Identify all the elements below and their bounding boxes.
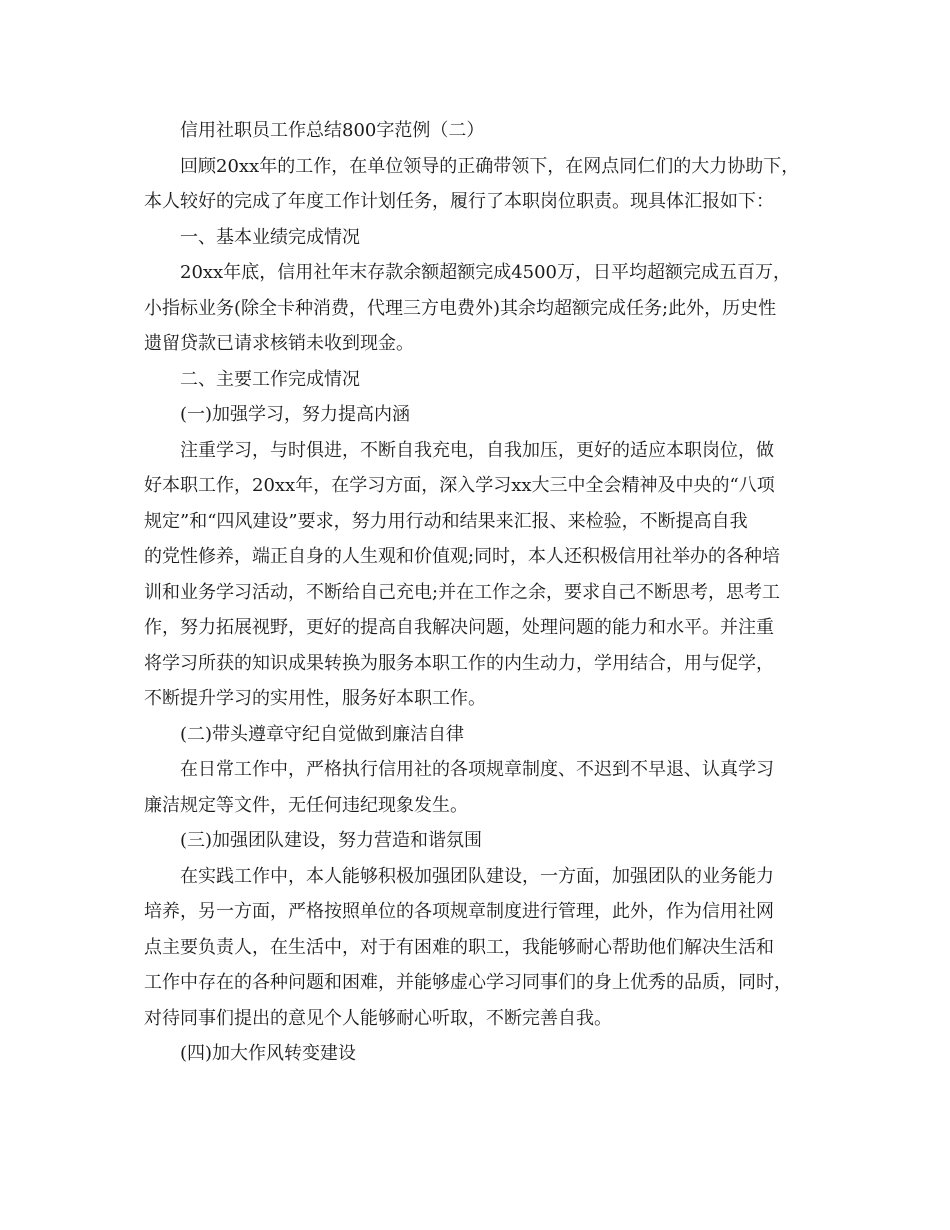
document-body [144, 113, 824, 1072]
text-line: 注重学习，与时俱进，不断自我充电，自我加压，更好的适应本职岗位，做 [180, 439, 774, 461]
text-line: 点主要负责人，在生活中，对于有困难的职工，我能够耐心帮助他们解决生活和 [144, 936, 774, 958]
text-line: 遗留贷款已请求核销未收到现金。 [144, 333, 414, 354]
text-line: 对待同事们提出的意见个人能够耐心听取，不断完善自我。 [144, 1007, 612, 1029]
text-line: 训和业务学习活动，不断给自己充电;并在工作之余，要求自己不断思考，思考工 [144, 581, 781, 603]
text-line: (一)加强学习，努力提高内涵 [180, 404, 411, 425]
text-line: 本人较好的完成了年度工作计划任务，履行了本职岗位职责。现具体汇报如下： [144, 191, 774, 212]
document-title: 信用社职员工作总结800字范例（二） [180, 120, 485, 141]
text-line: 在日常工作中，严格执行信用社的各项规章制度、不迟到不早退、认真学习 [180, 759, 774, 780]
text-line: (四)加大作风转变建设 [180, 1043, 357, 1064]
text-line: (三)加强团队建设，努力营造和谐氛围 [180, 830, 483, 851]
text-line: 在实践工作中，本人能够积极加强团队建设，一方面，加强团队的业务能力 [180, 865, 774, 887]
text-line: 培养，另一方面，严格按照单位的各项规章制度进行管理，此外，作为信用社网 [144, 901, 774, 922]
text-line: 回顾20xx年的工作，在单位领导的正确带领下，在网点同仁们的大力协助下， [180, 155, 800, 177]
text-line: (二)带头遵章守纪自觉做到廉洁自律 [180, 723, 465, 745]
text-line: 将学习所获的知识成果转换为服务本职工作的内生动力，学用结合，用与促学， [144, 652, 774, 674]
text-line: 工作中存在的各种问题和困难，并能够虚心学习同事们的身上优秀的品质，同时， [144, 972, 792, 993]
text-line: 作，努力拓展视野，更好的提高自我解决问题，处理问题的能力和水平。并注重 [144, 617, 774, 638]
text-line: 规定”和“四风建设”要求，努力用行动和结果来汇报、来检验，不断提高自我 [144, 510, 748, 532]
text-line: 小指标业务(除全卡种消费，代理三方电费外)其余均超额完成任务;此外，历史性 [144, 297, 777, 319]
text-line: 20xx年底，信用社年末存款余额超额完成4500万，日平均超额完成五百万， [180, 262, 792, 283]
text-line: 的党性修养，端正自身的人生观和价值观;同时，本人还积极信用社举办的各种培 [144, 546, 781, 567]
text-line: 不断提升学习的实用性，服务好本职工作。 [144, 688, 486, 709]
text-line: 一、基本业绩完成情况 [180, 226, 360, 248]
text-line: 二、主要工作完成情况 [180, 368, 360, 390]
text-line: 好本职工作，20xx年，在学习方面，深入学习xx大三中全会精神及中央的“八项 [144, 475, 775, 496]
text-line: 廉洁规定等文件，无任何违纪现象发生。 [144, 794, 468, 816]
